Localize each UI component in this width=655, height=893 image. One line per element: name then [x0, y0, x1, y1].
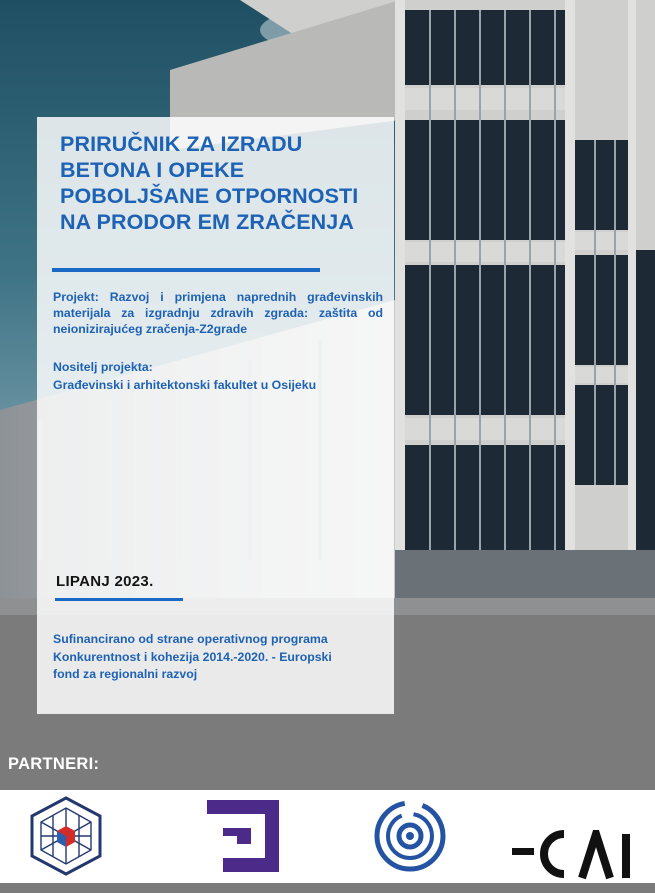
cofunding-statement: [53, 631, 353, 684]
cofunding-line: Konkurentnost i kohezija 2014.-2020. - Europski: [53, 649, 332, 664]
partners-label: PARTNERI:: [8, 755, 100, 773]
title-line: POBOLJŠANE OTPORNOSTI: [60, 184, 359, 208]
date-underline: [55, 598, 183, 601]
title-line: BETONA I OPEKE: [60, 158, 245, 182]
title-underline: [52, 268, 320, 272]
project-holder-label: Nositelj projekta:: [53, 360, 153, 374]
publication-date: LIPANJ 2023.: [56, 573, 154, 590]
partners-strip: [0, 790, 655, 883]
cofunding-line: Sufinancirano od strane operativnog programa: [53, 632, 328, 646]
purple-bracket-logo-icon: [205, 798, 281, 874]
project-holder-name: Građevinski i arhitektonski fakultet u Osijeku: [53, 378, 317, 392]
cofunding-line: fond za regionalni razvoj: [53, 667, 198, 681]
project-description: Projekt: Razvoj i primjena naprednih građevinskih materijala za izgradnju zdravih zgrada: zaštita od neionizirajućeg zračenja-Z2grade: [53, 290, 383, 336]
ecai-logo-icon: [512, 830, 655, 880]
document-title: [60, 131, 380, 235]
hexagon-logo-icon: [28, 796, 104, 876]
title-line: NA PRODOR EM ZRAČENJA: [60, 210, 354, 234]
bottom-border: [0, 883, 655, 893]
circle-logo-icon: [372, 796, 448, 876]
title-line: PRIRUČNIK ZA IZRADU: [60, 132, 303, 156]
